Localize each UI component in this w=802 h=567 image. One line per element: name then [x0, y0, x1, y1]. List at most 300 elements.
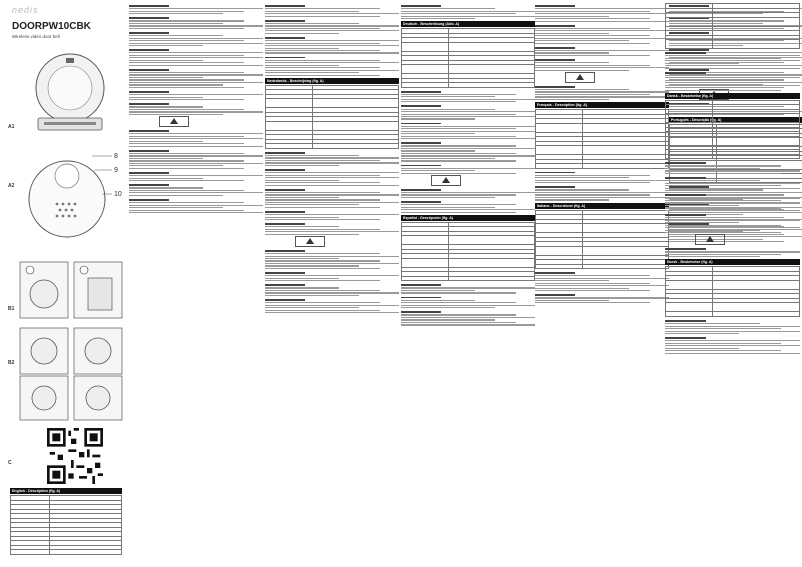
text-line: [401, 160, 516, 161]
subheading: [535, 25, 575, 27]
text-line: [265, 231, 399, 232]
text-line: [665, 82, 781, 83]
text-line: [265, 278, 339, 279]
text-line: [265, 28, 380, 29]
text-line: [665, 188, 800, 189]
text-line: [665, 220, 800, 221]
text-line: [665, 77, 800, 78]
text-line: [265, 219, 380, 220]
text-line: [535, 99, 609, 100]
subheading: [129, 5, 169, 7]
text-line: [265, 13, 399, 14]
section-heading: Español - Descripción (fig. A): [401, 215, 535, 221]
text-line: [401, 96, 495, 97]
text-line: [265, 217, 339, 218]
text-line: [265, 48, 339, 49]
text-line: [535, 13, 669, 14]
text-line: [401, 8, 495, 9]
manual-column-2: [265, 2, 399, 565]
text-line: [535, 283, 650, 284]
text-line: [265, 197, 339, 198]
qr-code-icon: [47, 428, 103, 484]
text-line: [129, 65, 263, 66]
text-line: [665, 348, 739, 349]
spec-table: [665, 266, 800, 317]
text-line: [265, 185, 399, 186]
text-line: [129, 207, 223, 208]
subheading: [265, 37, 305, 39]
subheading: [401, 91, 441, 93]
subheading: [401, 284, 441, 286]
left-panel: [0, 0, 127, 567]
text-line: [265, 292, 399, 293]
text-line: [401, 305, 535, 306]
text-line: [535, 65, 650, 66]
text-line: [665, 173, 781, 174]
text-line: [401, 173, 516, 174]
text-line: [401, 148, 535, 149]
text-line: [129, 45, 203, 46]
subheading: [129, 69, 169, 71]
text-line: [535, 11, 650, 12]
text-line: [129, 40, 244, 41]
text-line: [265, 287, 339, 288]
text-line: [265, 52, 399, 53]
subheading: [665, 194, 706, 196]
text-line: [265, 11, 359, 12]
subheading: [401, 201, 441, 203]
text-line: [535, 285, 669, 286]
text-line: [401, 94, 516, 95]
text-line: [129, 82, 263, 83]
subheading: [265, 250, 305, 252]
model-number: DOORPW10CBK: [12, 21, 91, 32]
text-line: [665, 58, 781, 59]
text-line: [129, 43, 263, 44]
text-line: [535, 62, 609, 63]
subheading: [665, 162, 706, 164]
text-line: [535, 40, 629, 41]
text-line: [401, 155, 535, 156]
text-line: [401, 212, 516, 213]
text-line: [535, 180, 669, 181]
text-line: [129, 35, 223, 36]
text-line: [129, 202, 244, 203]
text-line: [535, 199, 609, 200]
text-line: [129, 8, 263, 9]
subheading: [129, 91, 169, 93]
text-line: [401, 194, 516, 195]
text-line: [129, 168, 244, 169]
text-line: [665, 227, 800, 228]
text-line: [535, 33, 609, 34]
text-line: [665, 345, 800, 346]
text-line: [265, 280, 380, 281]
text-line: [665, 183, 800, 184]
section-heading: Italiano - Descrizione (fig. A): [535, 203, 669, 209]
subheading: [129, 150, 169, 152]
spec-table: [665, 3, 800, 49]
text-line: [665, 340, 800, 341]
text-line: [265, 70, 399, 71]
text-line: [665, 80, 739, 81]
text-line: [129, 23, 223, 24]
text-line: [535, 177, 629, 178]
subheading: [401, 165, 441, 167]
text-line: [535, 288, 629, 289]
text-line: [665, 328, 781, 329]
text-line: [535, 52, 609, 53]
text-line: [129, 210, 244, 211]
warning-icon: [295, 236, 325, 247]
text-line: [129, 55, 244, 56]
text-line: [265, 265, 359, 266]
text-line: [129, 195, 223, 196]
subheading: [535, 272, 575, 274]
figure-label-b1: B1: [8, 306, 15, 312]
text-line: [535, 192, 669, 193]
text-line: [665, 85, 800, 86]
text-line: [265, 226, 339, 227]
text-line: [401, 116, 535, 117]
text-line: [265, 258, 339, 259]
text-line: [401, 209, 535, 210]
subheading: [401, 297, 441, 299]
text-line: [129, 153, 244, 154]
text-line: [401, 168, 535, 169]
text-line: [265, 65, 339, 66]
text-line: [401, 324, 535, 325]
text-line: [535, 50, 669, 51]
text-line: [535, 297, 669, 298]
text-line: [535, 67, 669, 68]
text-line: [665, 170, 800, 171]
text-line: [265, 260, 380, 261]
figure-label-a2: A2: [8, 183, 15, 189]
text-line: [535, 278, 669, 279]
text-line: [665, 168, 760, 169]
text-line: [535, 8, 669, 9]
text-line: [401, 153, 516, 154]
text-line: [665, 254, 781, 255]
section-heading: Dansk - Beskrivelse (fig. A): [665, 93, 800, 99]
text-line: [129, 165, 223, 166]
text-line: [129, 180, 244, 181]
text-line: [129, 94, 263, 95]
text-line: [265, 302, 380, 303]
text-line: [401, 302, 516, 303]
text-line: [665, 60, 800, 61]
text-line: [265, 253, 380, 254]
text-line: [129, 138, 263, 139]
text-line: [129, 163, 263, 164]
subheading: [535, 59, 575, 61]
text-line: [265, 67, 380, 68]
text-line: [665, 343, 781, 344]
text-line: [401, 118, 475, 119]
text-line: [665, 200, 781, 201]
subheading: [665, 214, 706, 216]
subheading: [265, 152, 305, 154]
text-line: [265, 160, 380, 161]
text-line: [265, 50, 380, 51]
text-line: [129, 155, 263, 156]
section-heading: Français - Description (fig. A): [535, 102, 669, 108]
subheading: [535, 47, 575, 49]
text-line: [265, 275, 399, 276]
text-line: [129, 114, 223, 115]
callout-10: 10: [114, 191, 122, 198]
text-line: [401, 114, 516, 115]
text-line: [535, 55, 650, 56]
text-line: [265, 16, 380, 17]
spec-table: [535, 109, 669, 169]
manual-column-3: [401, 2, 535, 565]
text-line: [665, 165, 781, 166]
text-line: [129, 146, 263, 147]
text-line: [665, 225, 781, 226]
subheading: [265, 284, 305, 286]
text-line: [265, 33, 339, 34]
text-line: [401, 13, 516, 14]
text-line: [401, 317, 535, 318]
text-line: [265, 290, 380, 291]
text-line: [265, 207, 380, 208]
text-line: [129, 79, 244, 80]
text-line: [129, 212, 263, 213]
text-line: [265, 162, 399, 163]
subheading: [665, 177, 706, 179]
spec-table: [10, 495, 122, 555]
text-line: [265, 256, 399, 257]
text-line: [129, 25, 263, 26]
text-line: [401, 300, 475, 301]
text-line: [129, 141, 203, 142]
figure-label-a1: A1: [8, 124, 15, 130]
text-line: [665, 251, 800, 252]
section-heading: Norsk - Beskrivelse (fig. A): [665, 259, 800, 265]
brand-logo: nedis: [12, 5, 39, 15]
text-line: [129, 160, 244, 161]
text-line: [665, 180, 760, 181]
subheading: [401, 5, 441, 7]
text-line: [535, 197, 669, 198]
subheading: [129, 184, 169, 186]
subheading: [129, 199, 169, 201]
text-line: [265, 157, 399, 158]
text-line: [129, 190, 244, 191]
text-line: [535, 300, 609, 301]
text-line: [129, 205, 263, 206]
text-line: [265, 295, 359, 296]
text-line: [265, 177, 399, 178]
text-line: [129, 109, 244, 110]
text-line: [401, 192, 535, 193]
text-line: [129, 136, 244, 137]
text-line: [535, 18, 650, 19]
warning-icon: [565, 72, 595, 83]
text-line: [535, 182, 650, 183]
text-line: [129, 87, 244, 88]
doorbell-figure-a2: [22, 144, 126, 254]
text-line: [535, 70, 629, 71]
subheading: [401, 189, 441, 191]
spec-table: [401, 222, 535, 282]
warning-icon: [159, 116, 189, 127]
text-line: [535, 302, 650, 303]
text-line: [665, 230, 760, 231]
text-line: [129, 72, 244, 73]
english-section: [10, 486, 122, 556]
text-line: [129, 20, 244, 21]
text-line: [401, 290, 475, 291]
text-line: [665, 353, 800, 354]
subheading: [665, 337, 706, 339]
text-line: [535, 280, 609, 281]
text-line: [265, 214, 399, 215]
text-line: [401, 204, 516, 205]
text-line: [665, 55, 800, 56]
text-line: [401, 101, 516, 102]
subheading: [665, 52, 706, 54]
text-line: [401, 207, 495, 208]
text-line: [401, 307, 495, 308]
subheading: [401, 142, 441, 144]
text-line: [265, 62, 399, 63]
text-line: [535, 189, 629, 190]
text-line: [129, 111, 263, 112]
text-line: [265, 165, 339, 166]
subheading: [129, 32, 169, 34]
text-line: [265, 43, 380, 44]
spec-table: [265, 85, 399, 149]
text-line: [265, 202, 399, 203]
text-line: [129, 97, 203, 98]
text-line: [129, 52, 263, 53]
text-line: [129, 143, 244, 144]
manual-column-4: [535, 2, 669, 565]
text-line: [535, 175, 650, 176]
text-line: [401, 170, 475, 171]
section-heading: Português - Descrição (fig. A): [669, 117, 802, 123]
text-line: [401, 138, 535, 139]
subheading: [265, 189, 305, 191]
subheading: [401, 105, 441, 107]
text-line: [401, 18, 475, 19]
subheading: [535, 294, 575, 296]
installation-figure-b1: [18, 260, 124, 322]
text-line: [265, 229, 380, 230]
doorbell-figure-a1: [30, 48, 120, 140]
text-line: [401, 322, 516, 323]
text-line: [535, 275, 650, 276]
subheading: [535, 5, 575, 7]
subheading: [665, 72, 706, 74]
text-line: [665, 90, 781, 91]
text-line: [129, 38, 263, 39]
text-line: [265, 8, 380, 9]
text-line: [535, 91, 669, 92]
subheading: [535, 172, 575, 174]
spec-table: [401, 28, 535, 88]
subheading: [265, 211, 305, 213]
callout-9: 9: [114, 167, 118, 174]
text-line: [535, 28, 650, 29]
text-line: [401, 131, 535, 132]
text-line: [265, 155, 359, 156]
subheading: [129, 49, 169, 51]
text-line: [535, 94, 650, 95]
text-line: [401, 111, 535, 112]
subheading: [265, 169, 305, 171]
subheading: [535, 86, 575, 88]
installation-figure-b2: [18, 326, 124, 422]
text-line: [401, 128, 516, 129]
text-line: [665, 63, 739, 64]
spec-table: [665, 100, 800, 160]
subheading: [665, 248, 706, 250]
text-line: [265, 60, 380, 61]
subheading: [265, 272, 305, 274]
text-line: [665, 350, 781, 351]
text-line: [401, 292, 516, 293]
text-line: [665, 185, 781, 186]
text-line: [265, 199, 380, 200]
callout-8: 8: [114, 153, 118, 160]
text-line: [265, 263, 399, 264]
text-line: [129, 178, 203, 179]
text-line: [665, 205, 739, 206]
text-line: [665, 207, 781, 208]
text-line: [665, 256, 760, 257]
text-line: [665, 65, 781, 66]
section-heading: Nederlands - Beschrijving (fig. A): [265, 78, 399, 84]
text-line: [535, 30, 669, 31]
text-line: [129, 158, 203, 159]
text-line: [129, 106, 203, 107]
subheading: [265, 223, 305, 225]
text-line: [401, 11, 535, 12]
subheading: [401, 311, 441, 313]
text-line: [401, 99, 535, 100]
text-line: [665, 87, 760, 88]
text-line: [665, 323, 760, 324]
text-line: [265, 182, 380, 183]
text-line: [665, 333, 739, 334]
text-line: [535, 38, 669, 39]
text-line: [401, 133, 475, 134]
warning-icon: [431, 175, 461, 186]
text-line: [401, 16, 535, 17]
text-line: [265, 25, 399, 26]
text-line: [665, 217, 781, 218]
text-line: [401, 158, 495, 159]
text-line: [665, 210, 800, 211]
text-line: [129, 192, 263, 193]
text-line: [265, 23, 359, 24]
manual-column-6: [665, 2, 800, 565]
text-line: [535, 89, 629, 90]
text-line: [129, 133, 263, 134]
text-line: [265, 310, 380, 311]
figure-label-b2: B2: [8, 360, 15, 366]
text-line: [129, 187, 203, 188]
text-line: [265, 234, 359, 235]
text-line: [265, 45, 399, 46]
subheading: [129, 130, 169, 132]
text-line: [129, 77, 203, 78]
text-line: [265, 40, 399, 41]
